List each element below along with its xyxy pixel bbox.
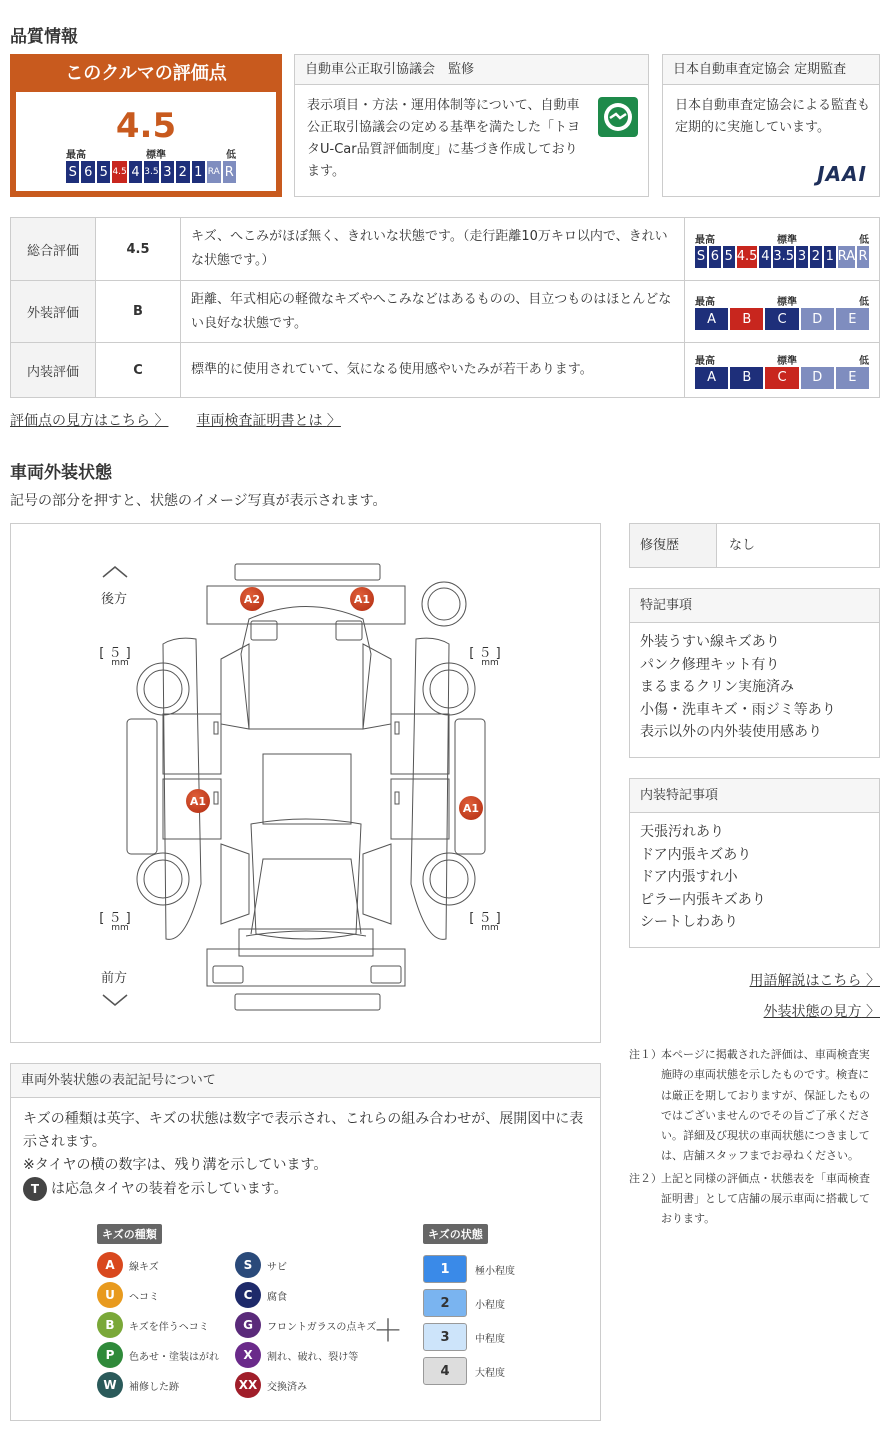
eval-text: 距離、年式相応の軽微なキズやへこみなどはあるものの、目立つものはほとんどない良好な状態です。 xyxy=(181,281,685,343)
scale-cell: 3 xyxy=(796,246,808,268)
note-item: 外装うすい線キズあり xyxy=(640,634,780,650)
chevron-right-icon: 〉 xyxy=(866,973,880,989)
tread-unit: mm xyxy=(481,923,499,933)
state-item xyxy=(423,1252,515,1286)
scale-high: 最高 xyxy=(695,297,715,308)
scale-low: 低 xyxy=(859,297,869,308)
tread-front-left: [ ５ ] mm xyxy=(95,907,135,933)
kind-title: キズの種類 xyxy=(97,1224,162,1244)
eval-label: 外装評価 xyxy=(11,281,96,343)
scale-std: 標準 xyxy=(777,234,797,246)
footnote-mark: 注２） xyxy=(629,1171,662,1185)
score-scale xyxy=(66,161,236,183)
exterior-title: 車両外装状態 xyxy=(10,463,112,483)
eval-grade: C xyxy=(96,343,181,398)
damage-badge-a1-left[interactable]: A1 xyxy=(186,789,210,813)
kind-item xyxy=(235,1370,376,1400)
state-code-icon: 2 xyxy=(423,1289,467,1317)
scale-cell: 4.5 xyxy=(112,161,126,183)
kind-code-icon: W xyxy=(97,1372,123,1398)
footnote-text: 上記と同様の評価点・状態表を「車両検査証明書」として店舗の展示車両に搭載しております。 xyxy=(661,1171,870,1226)
exterior-desc: 記号の部分を押すと、状態のイメージ写真が表示されます。 xyxy=(10,493,387,509)
legend-text-2: ※タイヤの横の数字は、残り溝を示しています。 xyxy=(23,1157,328,1173)
scale-cell: RA xyxy=(207,161,220,183)
kind-item xyxy=(235,1280,376,1310)
kind-code-icon: X xyxy=(235,1342,261,1368)
jaai-logo: JAAI xyxy=(817,162,867,186)
damage-badge-a1-rear[interactable]: A1 xyxy=(350,587,374,611)
score-header: このクルマの評価点 xyxy=(65,63,227,84)
scale-cell: A xyxy=(695,367,728,389)
eval-scale-cell xyxy=(685,281,880,343)
scale-cell: R xyxy=(857,246,869,268)
kind-label: サビ xyxy=(267,1261,287,1273)
interior-scale xyxy=(695,367,869,389)
scale-cell: 5 xyxy=(723,246,735,268)
eval-row-interior xyxy=(11,343,880,398)
state-list xyxy=(423,1252,515,1388)
kind-label: ヘコミ xyxy=(129,1291,159,1303)
kind-code-icon: A xyxy=(97,1252,123,1278)
eval-row-overall xyxy=(11,218,880,281)
kind-code-icon: U xyxy=(97,1282,123,1308)
kind-code-icon: G xyxy=(235,1312,261,1338)
interior-notes-list xyxy=(630,813,879,942)
kind-label: 割れ、破れ、裂け等 xyxy=(267,1351,359,1363)
scale-cell: 2 xyxy=(810,246,822,268)
interior-note-item: シートしわあり xyxy=(640,914,738,930)
state-legend xyxy=(423,1223,515,1388)
note-item: 表示以外の内外装使用感あり xyxy=(640,724,822,740)
notes-panel xyxy=(629,588,880,758)
note-item: まるまるクリン実施済み xyxy=(640,679,794,695)
scale-cell: B xyxy=(730,367,763,389)
exterior-help-label: 外装状態の見方 xyxy=(763,1004,862,1020)
kind-item xyxy=(235,1310,376,1340)
kind-item xyxy=(235,1340,376,1370)
state-item xyxy=(423,1354,515,1388)
scale-cell: D xyxy=(801,308,834,330)
kind-item xyxy=(97,1370,221,1400)
kind-list-right xyxy=(235,1250,376,1400)
score-value: 4.5 xyxy=(115,106,177,146)
exterior-scale xyxy=(695,308,869,330)
legend-text-3: は応急タイヤの装着を示しています。 xyxy=(51,1180,288,1197)
scale-low: 低 xyxy=(859,355,869,367)
kind-code-icon: B xyxy=(97,1312,123,1338)
scale-cell: 3.5 xyxy=(773,246,794,268)
eval-label: 内装評価 xyxy=(11,343,96,398)
interior-note-item: ドア内張キズあり xyxy=(640,846,752,863)
kind-label: 線キズ xyxy=(129,1261,159,1273)
eval-grade: 4.5 xyxy=(96,218,181,281)
tread-value: ５ xyxy=(108,646,122,661)
scale-cell: 3 xyxy=(161,161,174,183)
scale-cell: 2 xyxy=(176,161,189,183)
score-help-link[interactable] xyxy=(10,410,168,430)
state-label: 極小程度 xyxy=(475,1265,515,1277)
scale-cell: 6 xyxy=(709,246,721,268)
repair-history xyxy=(629,523,880,568)
interior-notes-title: 内装特記事項 xyxy=(630,779,879,813)
notes-list xyxy=(630,623,879,752)
scale-cell: E xyxy=(836,308,869,330)
footnote-2 xyxy=(629,1169,880,1230)
state-code-icon: 3 xyxy=(423,1323,467,1351)
kind-list-left xyxy=(97,1250,221,1400)
kind-code-icon: P xyxy=(97,1342,123,1368)
interior-note-item: 天張汚れあり xyxy=(640,824,724,840)
council-text: 表示項目・方法・運用体制等について、自動車公正取引協議会の定める基準を満たした「トヨタU-Car品質評価制度」に基づき作成しております。 xyxy=(307,98,581,179)
front-label: 前方 xyxy=(101,971,128,986)
interior-note-item: ピラー内張キズあり xyxy=(640,891,766,908)
kind-code-icon: S xyxy=(235,1252,261,1278)
footnote-text: 本ページに掲載された評価は、車両検査実施時の車両状態を示したものです。検査には厳正を期しておりますが、保証したものではございませんのでその旨ご了承ください。詳細及び現状の車両状態につきましては、店舗スタッフまでお尋ねください。 xyxy=(661,1048,870,1163)
kind-item xyxy=(97,1250,221,1280)
cert-link[interactable] xyxy=(196,410,340,430)
footnotes xyxy=(629,1045,880,1230)
note-item: 小傷・洗車キズ・雨ジミ等あり xyxy=(640,701,836,718)
scale-high: 最高 xyxy=(66,150,86,161)
legend-title: 車両外装状態の表記記号について xyxy=(11,1064,600,1098)
tread-value: ５ xyxy=(478,646,492,661)
kind-label: フロントガラスの点キズ xyxy=(267,1321,377,1333)
scale-low: 低 xyxy=(859,234,869,246)
chevron-right-icon: 〉 xyxy=(326,413,341,429)
tread-front-right: [ ５ ] mm xyxy=(465,907,505,933)
eval-scale-cell xyxy=(685,218,880,281)
repair-label: 修復歴 xyxy=(630,524,717,567)
chevron-right-icon: 〉 xyxy=(866,1004,880,1020)
scale-cell: RA xyxy=(838,246,855,268)
scale-cell: C xyxy=(765,367,798,389)
council-logo-icon xyxy=(598,97,638,137)
chevron-right-icon: 〉 xyxy=(154,413,169,429)
kind-item xyxy=(97,1280,221,1310)
state-label: 中程度 xyxy=(475,1333,505,1345)
evaluation-table xyxy=(10,217,880,398)
state-code-icon: 1 xyxy=(423,1255,467,1283)
scale-std: 標準 xyxy=(146,150,166,161)
interior-notes-panel xyxy=(629,778,880,948)
scale-low: 低 xyxy=(226,150,236,161)
cert-label: 車両検査証明書とは xyxy=(196,413,323,429)
scale-cell: 5 xyxy=(97,161,110,183)
quality-title: 品質情報 xyxy=(10,27,78,47)
note-item: パンク修理キット有り xyxy=(640,656,780,673)
score-box xyxy=(10,54,282,197)
kind-item xyxy=(97,1340,221,1370)
legend-text-1: キズの種類は英字、キズの状態は数字で表示され、これらの組み合わせが、展開図中に表示されます。 xyxy=(23,1111,584,1150)
tread-unit: mm xyxy=(481,658,499,668)
terms-link[interactable] xyxy=(750,970,880,990)
overall-scale xyxy=(695,246,869,268)
eval-text: 標準的に使用されていて、気になる使用感やいたみが若干あります。 xyxy=(181,343,685,398)
eval-grade: B xyxy=(96,281,181,343)
exterior-help-link[interactable] xyxy=(764,1001,880,1021)
eval-row-exterior xyxy=(11,281,880,343)
interior-note-item: ドア内張すれ小 xyxy=(640,869,738,885)
scale-cell: 1 xyxy=(824,246,836,268)
jaai-text: 日本自動車査定協会による監査も定期的に実施しています。 xyxy=(675,98,871,135)
rear-label: 後方 xyxy=(101,592,128,607)
scale-cell: 3.5 xyxy=(144,161,158,183)
eval-label: 総合評価 xyxy=(11,218,96,281)
kind-label: 交換済み xyxy=(267,1381,307,1393)
kind-code-icon: C xyxy=(235,1282,261,1308)
kind-item xyxy=(97,1310,221,1340)
kind-item xyxy=(235,1250,376,1280)
council-title: 自動車公正取引協議会 監修 xyxy=(295,55,648,85)
scale-cell: 1 xyxy=(192,161,205,183)
scale-cell: B xyxy=(730,308,763,330)
scale-cell: S xyxy=(66,161,79,183)
scale-cell: 4 xyxy=(129,161,142,183)
jaai-title: 日本自動車査定協会 定期監査 xyxy=(663,55,879,85)
footnote-mark: 注１） xyxy=(629,1048,662,1061)
scale-high: 最高 xyxy=(695,355,715,367)
scale-cell: 4.5 xyxy=(737,246,758,268)
damage-badge-a2[interactable]: A2 xyxy=(240,587,264,611)
scale-cell: 6 xyxy=(81,161,94,183)
legend-text xyxy=(11,1098,600,1201)
scale-cell: A xyxy=(695,308,728,330)
car-outline xyxy=(11,524,602,1044)
tread-rear-right: [ ５ ] mm xyxy=(465,642,505,668)
car-diagram xyxy=(10,523,601,1043)
kind-code-icon: XX xyxy=(235,1372,261,1398)
tread-rear-left: [ ５ ] mm xyxy=(95,642,135,668)
state-label: 大程度 xyxy=(475,1367,505,1379)
kind-label: キズを伴うヘコミ xyxy=(129,1321,209,1333)
spare-tire-icon: T xyxy=(23,1177,47,1201)
scale-cell: C xyxy=(765,308,798,330)
scale-cell: R xyxy=(223,161,236,183)
scale-cell: S xyxy=(695,246,707,268)
kind-legend xyxy=(97,1223,376,1400)
repair-value: なし xyxy=(729,538,756,553)
jaai-panel xyxy=(662,54,880,197)
kind-label: 色あせ・塗装はがれ xyxy=(129,1351,219,1363)
scale-std: 標準 xyxy=(777,355,797,367)
eval-scale-cell xyxy=(685,343,880,398)
tread-value: ５ xyxy=(108,911,122,926)
scale-cell: D xyxy=(801,367,834,389)
kind-label: 腐食 xyxy=(267,1291,287,1303)
tread-unit: mm xyxy=(111,923,129,933)
eval-text: キズ、へこみがほぼ無く、きれいな状態です。（走行距離10万キロ以内で、きれいな状態です。） xyxy=(181,218,685,281)
terms-label: 用語解説はこちら xyxy=(749,973,862,989)
state-item xyxy=(423,1286,515,1320)
tread-value: ５ xyxy=(478,911,492,926)
council-panel xyxy=(294,54,649,197)
tread-unit: mm xyxy=(111,658,129,668)
notes-title: 特記事項 xyxy=(630,589,879,623)
score-help-label: 評価点の見方はこちら xyxy=(10,413,150,429)
state-item xyxy=(423,1320,515,1354)
scale-cell: 4 xyxy=(759,246,771,268)
scale-std: 標準 xyxy=(777,297,797,308)
damage-badge-a1-right[interactable]: A1 xyxy=(459,796,483,820)
legend-panel xyxy=(10,1063,601,1421)
state-code-icon: 4 xyxy=(423,1357,467,1385)
state-title: キズの状態 xyxy=(423,1224,488,1244)
scale-cell: E xyxy=(836,367,869,389)
state-label: 小程度 xyxy=(475,1299,505,1311)
scale-high: 最高 xyxy=(695,234,715,246)
kind-label: 補修した跡 xyxy=(129,1381,179,1393)
plus-icon: ＋ xyxy=(373,1314,403,1349)
footnote-1 xyxy=(629,1045,880,1167)
